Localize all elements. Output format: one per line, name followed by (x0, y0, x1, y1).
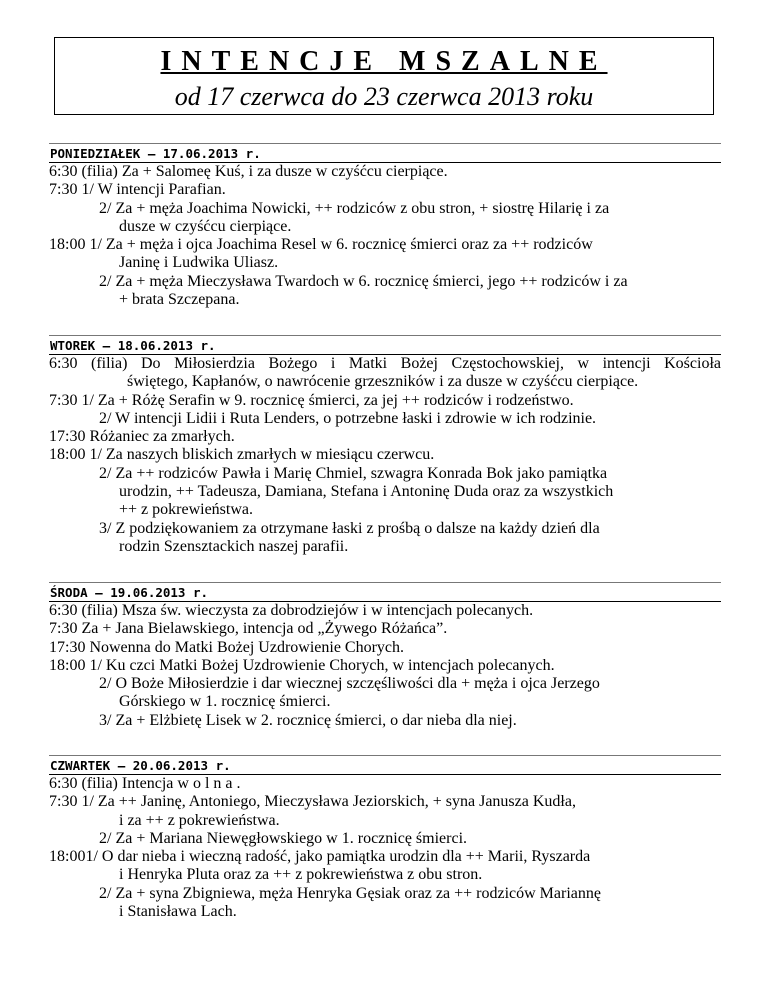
day-section-wednesday (49, 582, 721, 730)
intention-line: i Stanisława Lach. (119, 903, 237, 921)
intention-line: 3/ Z podziękowaniem za otrzymane łaski z prośbą o dalsze na każdy dzień dla (99, 519, 600, 537)
intention-line: urodzin, ++ Tadeusza, Damiana, Stefana i Antoninę Duda oraz za wszystkich (119, 483, 614, 501)
intention-line: 18:00 1/ Za + męża i ojca Joachima Resel w 6. rocznicę śmierci oraz za ++ rodziców (49, 236, 593, 254)
day-section-monday (49, 143, 721, 309)
intention-line: i za ++ z pokrewieństwa. (119, 811, 280, 829)
intention-line: ++ z pokrewieństwa. (119, 501, 254, 519)
day-header: WTOREK – 18.06.2013 r. (49, 335, 721, 355)
intention-line: 2/ Za + Mariana Niewęgłowskiego w 1. rocznicę śmierci. (99, 829, 468, 847)
intention-line: 18:001/ O dar nieba i wieczną radość, jako pamiątka urodzin dla ++ Marii, Ryszarda (49, 848, 591, 866)
intention-line: i Henryka Pluta oraz za ++ z pokrewieństwa z obu stron. (119, 866, 483, 884)
intention-line: 6:30 (filia) Do Miłosierdzia Bożego i Matki Bożej Częstochowskiej, w intencji Kościoła (49, 355, 721, 372)
intention-line: 17:30 Nowenna do Matki Bożej Uzdrowienie Chorych. (49, 638, 405, 656)
intention-line: 2/ W intencji Lidii i Ruta Lenders, o potrzebne łaski i zdrowie w ich rodzinie. (99, 409, 597, 427)
intention-line: 3/ Za + Elżbietę Lisek w 2. rocznicę śmierci, o dar nieba dla niej. (99, 711, 517, 729)
intention-line: Janinę i Ludwika Uliasz. (119, 254, 279, 272)
intention-line: 6:30 (filia) Za + Salomeę Kuś, i za dusze w czyśćcu cierpiące. (49, 163, 448, 180)
intention-line: dusze w czyśćcu cierpiące. (119, 217, 292, 235)
intention-line: Górskiego w 1. rocznicę śmierci. (119, 693, 331, 711)
intention-line: 6:30 (filia) Intencja w o l n a . (49, 775, 241, 792)
intention-line: 2/ Za + syna Zbigniewa, męża Henryka Gęsiak oraz za ++ rodziców Mariannę (99, 884, 601, 902)
intention-line: rodzin Szensztackich naszej parafii. (119, 537, 349, 555)
intention-line: 7:30 Za + Jana Bielawskiego, intencja od „Żywego Różańca”. (49, 620, 448, 638)
day-section-tuesday (49, 335, 721, 556)
intention-line: 7:30 1/ Za + Różę Serafin w 9. rocznicę śmierci, za jej ++ rodziców i rodzeństwo. (49, 391, 574, 409)
day-section-thursday (49, 755, 721, 921)
day-header: ŚRODA – 19.06.2013 r. (49, 582, 721, 602)
intention-line: świętego, Kapłanów, o nawrócenie grzeszników i za dusze w czyśćcu cierpiące. (127, 373, 639, 391)
intention-line: 6:30 (filia) Msza św. wieczysta za dobrodziejów i w intencjach polecanych. (49, 602, 534, 619)
intention-line: 2/ O Boże Miłosierdzie i dar wiecznej szczęśliwości dla + męża i ojca Jerzego (99, 675, 600, 693)
page-title: INTENCJE MSZALNE (160, 46, 608, 77)
page-subtitle: od 17 czerwca do 23 czerwca 2013 roku (174, 82, 594, 111)
intention-line: 17:30 Różaniec za zmarłych. (49, 428, 235, 446)
intention-line: 7:30 1/ W intencji Parafian. (49, 181, 226, 199)
intention-line: + brata Szczepana. (119, 291, 240, 309)
title-box (54, 37, 714, 115)
intention-line: 18:00 1/ Ku czci Matki Bożej Uzdrowienie Chorych, w intencjach polecanych. (49, 656, 555, 674)
intention-line: 18:00 1/ Za naszych bliskich zmarłych w miesiącu czerwcu. (49, 446, 435, 464)
intention-line: 7:30 1/ Za ++ Janinę, Antoniego, Mieczysława Jeziorskich, + syna Janusza Kudła, (49, 793, 576, 811)
intention-line: 2/ Za + męża Mieczysława Twardoch w 6. rocznicę śmierci, jego ++ rodziców i za (99, 272, 628, 290)
intention-line: 2/ Za ++ rodziców Pawła i Marię Chmiel, szwagra Konrada Bok jako pamiątka (99, 464, 608, 482)
day-header: PONIEDZIAŁEK – 17.06.2013 r. (49, 143, 721, 163)
intention-line: 2/ Za + męża Joachima Nowicki, ++ rodziców z obu stron, + siostrę Hilarię i za (99, 199, 610, 217)
day-header: CZWARTEK – 20.06.2013 r. (49, 755, 721, 775)
